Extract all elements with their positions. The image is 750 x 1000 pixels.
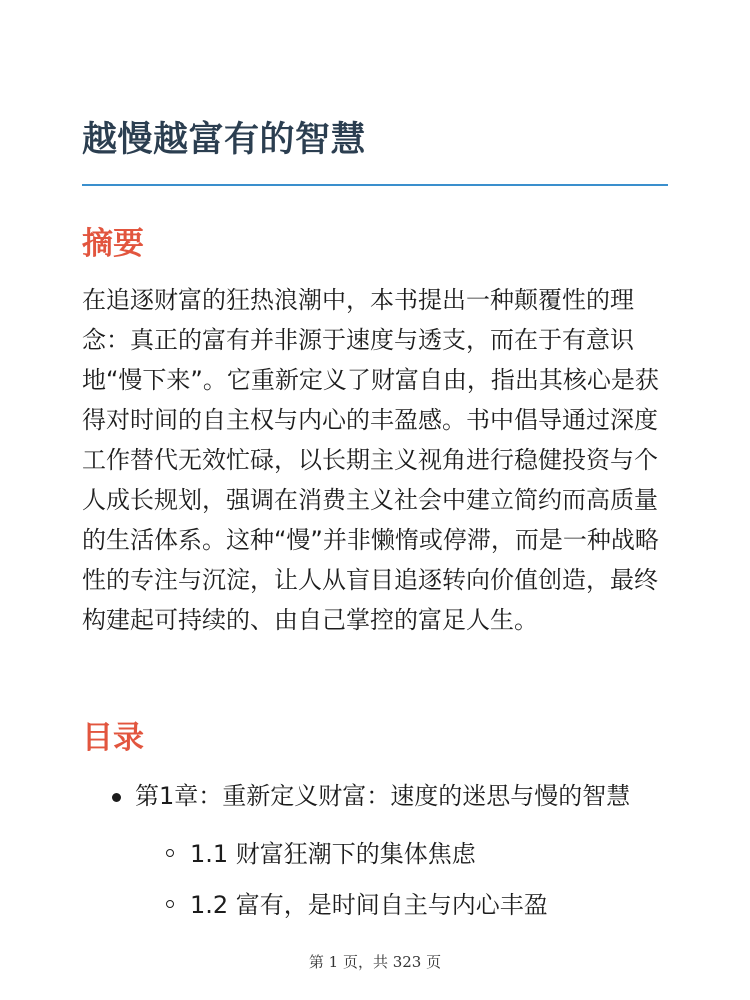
toc-list (0, 778, 750, 938)
abstract-body: 在追逐财富的狂热浪潮中，本书提出一种颠覆性的理念：真正的富有并非源于速度与透支，而在于有意识地“慢下来”。它重新定义了财富自由，指出其核心是获得对时间的自主权与内心的丰盈感。书中倡导通过深度工作替代无效忙碌，以长期主义视角进行稳健投资与个人成长规划，强调在消费主义社会中建立简约而高质量的生活体系。这种“慢”并非懒惰或停滞，而是一种战略性的专注与沉淀，让人从盲目追逐转向价值创造，最终构建起可持续的、由自己掌控的富足人生。 (82, 286, 659, 634)
toc-chapter-item[interactable] (0, 778, 655, 923)
toc-section-item[interactable] (190, 836, 655, 872)
bullet-circle-icon (166, 849, 174, 857)
book-title: 越慢越富有的智慧 (82, 120, 367, 160)
page-number-footer: 第 1 页，共 323 页 (0, 951, 750, 981)
bullet-disc-icon (112, 793, 121, 802)
toc-section-label: 1.2 富有，是时间自主与内心丰盈 (190, 891, 548, 919)
title-divider (82, 184, 668, 186)
toc-heading: 目录 (82, 720, 144, 756)
toc-chapter-label: 第1章：重新定义财富：速度的迷思与慢的智慧 (135, 782, 631, 810)
toc-section-label: 1.1 财富狂潮下的集体焦虑 (190, 840, 476, 868)
bullet-circle-icon (166, 900, 174, 908)
toc-section-item[interactable] (190, 887, 655, 923)
toc-sub-list (135, 836, 655, 923)
abstract-heading: 摘要 (82, 226, 144, 262)
